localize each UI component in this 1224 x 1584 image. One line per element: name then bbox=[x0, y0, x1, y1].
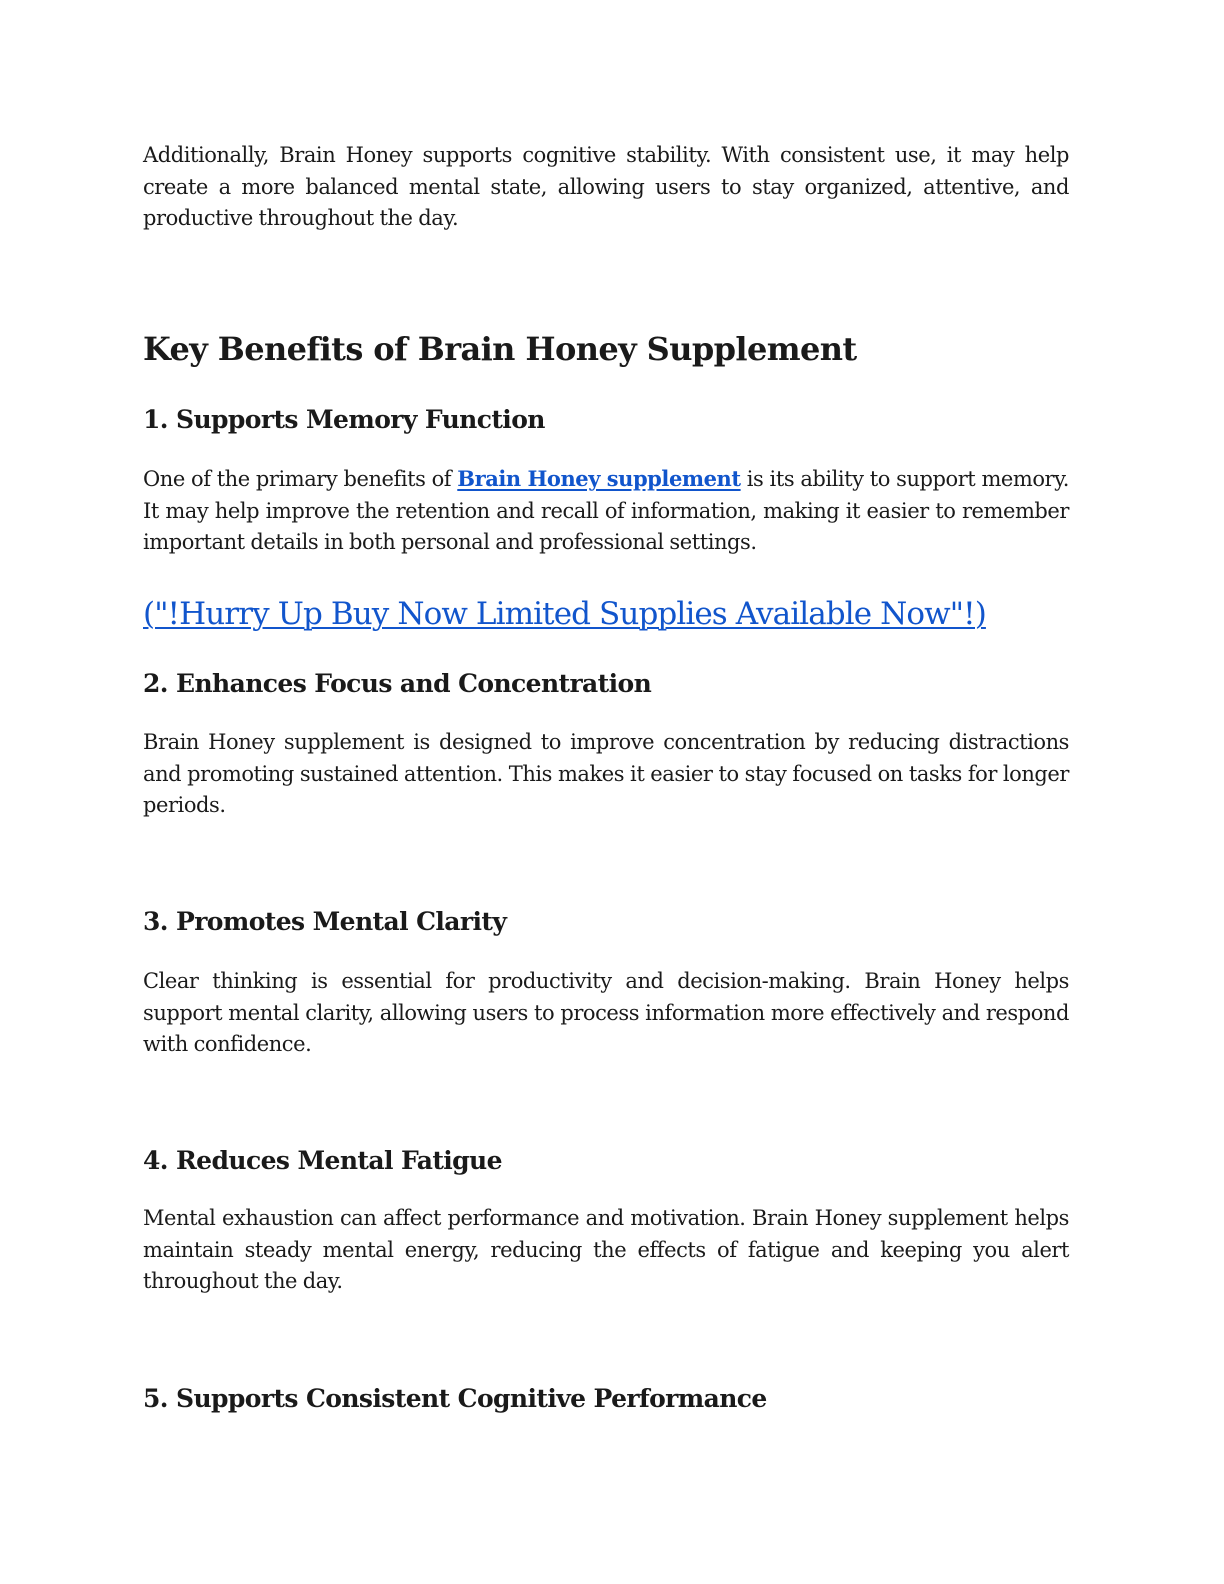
benefit-4-heading: 4. Reduces Mental Fatigue bbox=[143, 1146, 502, 1175]
benefit-1-heading: 1. Supports Memory Function bbox=[143, 405, 545, 434]
benefit-1-text-after-link: is its ability to support memory. It may help improve the retention and recall of information, making it easier to remember important details in both personal and professional settings. bbox=[143, 467, 1069, 554]
benefit-5-heading: 5. Supports Consistent Cognitive Performance bbox=[143, 1384, 767, 1413]
cta-line bbox=[143, 594, 986, 634]
brain-honey-supplement-link[interactable]: Brain Honey supplement bbox=[457, 466, 741, 491]
benefit-2-heading: 2. Enhances Focus and Concentration bbox=[143, 669, 652, 698]
benefit-3-heading: 3. Promotes Mental Clarity bbox=[143, 907, 507, 936]
benefit-3-paragraph: Clear thinking is essential for productivity and decision-making. Brain Honey helps support mental clarity, allowing users to process information more effectively and respond with confidence. bbox=[143, 969, 1069, 1056]
benefit-1-text-before-link: One of the primary benefits of bbox=[143, 467, 458, 491]
benefit-4-paragraph: Mental exhaustion can affect performance and motivation. Brain Honey supplement helps maintain steady mental energy, reducing the effects of fatigue and keeping you alert throughout the day. bbox=[143, 1206, 1069, 1293]
buy-now-cta-link[interactable]: ("!Hurry Up Buy Now Limited Supplies Available Now"!) bbox=[143, 596, 986, 632]
benefit-1-paragraph bbox=[143, 463, 1069, 559]
main-heading: Key Benefits of Brain Honey Supplement bbox=[143, 330, 857, 368]
benefit-2-paragraph: Brain Honey supplement is designed to improve concentration by reducing distractions and promoting sustained attention. This makes it easier to stay focused on tasks for longer periods. bbox=[143, 730, 1069, 817]
intro-paragraph: Additionally, Brain Honey supports cognitive stability. With consistent use, it may help create a more balanced mental state, allowing users to stay organized, attentive, and productive throughout the day. bbox=[143, 143, 1069, 230]
